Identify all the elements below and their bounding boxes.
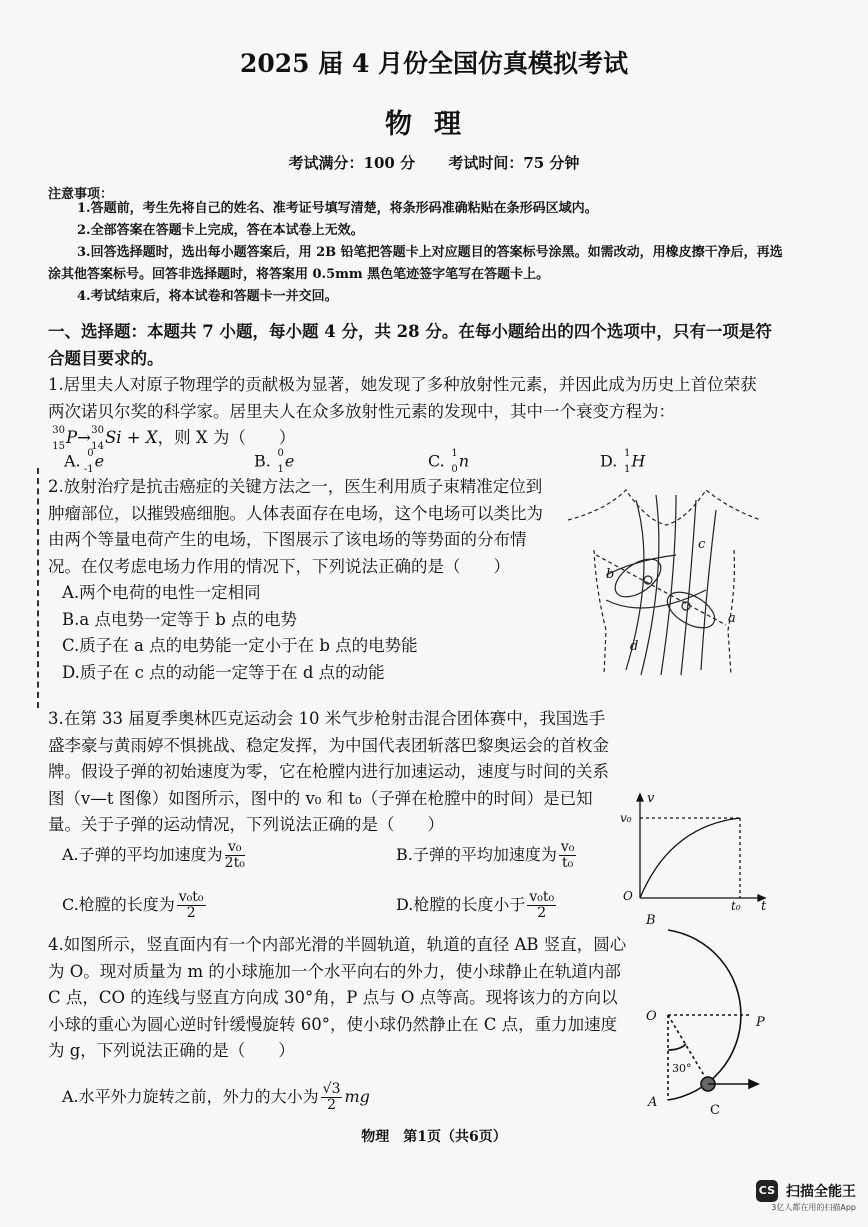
exam-title: 2025 届 4 月份全国仿真模拟考试 (239, 49, 629, 78)
q1-option-d: D. 1 1 H (600, 448, 646, 475)
q3-option-a: A.子弹的平均加速度为 $\frac{\text{v₀}}{\text{2t₀}}$ (62, 839, 245, 871)
point-d-label: d (630, 639, 639, 654)
point-B-label: B (646, 913, 656, 928)
point-C-label: C (710, 1103, 720, 1118)
watermark-name: 扫描全能王 (786, 1184, 856, 1200)
point-a-label: a (728, 611, 736, 626)
q1-option-b: B. 0 1 e (254, 448, 295, 475)
q2-option-b: B.a 点电势一定等于 b 点的电势 (62, 609, 298, 629)
question-1 (48, 372, 773, 452)
scanner-watermark (756, 1180, 856, 1213)
q4-option-a: A.水平外力旋转之前，外力的大小为 $\frac{√3}{2}$ mg (62, 1081, 370, 1113)
q2-option-c: C.质子在 a 点的电势能一定小于在 b 点的电势能 (62, 636, 418, 655)
notice-item: 3.回答选择题时，选出每小题答案后，用 2B 铅笔把答题卡上对应题目的答案标号涂黑。如需改动，用橡皮擦干净后，再选涂其他答案标号。回答非选择题时，将答案用 0.5mm 黑色笔迹签字笔写在答题卡上。 (48, 245, 783, 282)
t0-tick: t₀ (731, 899, 741, 913)
q2-option-a: A.两个电荷的电性一定相同 (62, 583, 261, 602)
page-footer: 物理 第1页（共6页） (361, 1129, 507, 1145)
q2-option-d: D.质子在 c 点的动能一定等于在 d 点的动能 (62, 662, 385, 682)
point-A-label: A (648, 1095, 658, 1110)
notice-item: 2.全部答案在答题卡上完成，答在本试卷上无效。 (77, 223, 364, 238)
q1-option-a: A. 0 -1 e (64, 448, 105, 475)
exam-meta (0, 152, 868, 173)
question-2 (48, 474, 551, 686)
q1-options (64, 449, 784, 475)
point-O-label: O (646, 1009, 657, 1024)
notice-heading: 注意事项： (48, 187, 114, 202)
subject-title: 物理 (385, 109, 483, 140)
exam-time: 考试时间：75 分钟 (448, 154, 580, 172)
q4-stem: 4.如图所示，竖直面内有一个内部光滑的半圆轨道，轨道的直径 AB 竖直，圆心为 O。现对质量为 m 的小球施加一个水平向右的外力，使小球静止在轨道内部 C 点，CO 的连线与竖直方向成 30°角，P 点与 O 点等高。现将该力的方向以小球的重心为圆心逆时针缓慢旋转 60°，使小球仍然静止在 C 点，重力加速度为 g，下列说法正确的是（ ） (48, 935, 627, 1060)
q1-option-c: C. 1 0 n (428, 448, 470, 475)
v-axis-label: v (647, 791, 655, 806)
notice-list (48, 198, 788, 308)
question-4 (48, 932, 628, 1065)
margin-dashed-line (37, 468, 39, 708)
q4-semicircle-figure (640, 910, 790, 1120)
point-b-label: b (606, 567, 615, 582)
t-axis-label: t (761, 899, 767, 914)
watermark-subtitle: 3亿人都在用的扫描App (771, 1203, 856, 1212)
q3-stem: 3.在第 33 届夏季奥林匹克运动会 10 米气步枪射击混合团体赛中，我国选手盛李豪与黄雨婷不惧挑战、稳定发挥，为中国代表团斩落巴黎奥运会的首枚金牌。假设子弹的初始速度为零，它在枪膛内进行加速运动，速度与时间的关系图（v—t 图像）如图所示，图中的 v₀ 和 t₀（子弹在枪膛中的时间）是已知量。关于子弹的运动情况，下列说法正确的是（ ） (48, 709, 609, 834)
point-P-label: P (756, 1015, 765, 1030)
section-heading: 一、选择题：本题共 7 小题，每小题 4 分，共 28 分。在每小题给出的四个选项中，只有一项是符合题目要求的。 (48, 322, 772, 368)
point-c-label: c (698, 537, 706, 552)
q2-equipotential-figure (566, 480, 766, 680)
camscanner-logo-icon: CS (756, 1180, 778, 1202)
exam-score: 考试满分：100 分 (288, 154, 416, 172)
q2-stem: 2.放射治疗是抗击癌症的关键方法之一，医生利用质子束精准定位到肿瘤部位，以摧毁癌细胞。人体表面存在电场，这个电场可以类比为由两个等量电荷产生的电场，下图展示了该电场的等势面的分布情况。在仅考虑电场力作用的情况下，下列说法正确的是（ ） (48, 477, 543, 576)
angle-label: 30° (672, 1062, 692, 1075)
q3-option-d: D.枪膛的长度小于 $\frac{\text{v₀t₀}}{2}$ (396, 889, 555, 921)
q1-stem: 1.居里夫人对原子物理学的贡献极为显著，她发现了多种放射性元素，并因此成为历史上首位荣获两次诺贝尔奖的科学家。居里夫人在众多放射性元素的发现中，其中一个衰变方程为： (48, 375, 757, 421)
notice-item: 1.答题前，考生先将自己的姓名、准考证号填写清楚，将条形码准确粘贴在条形码区域内。 (77, 201, 598, 216)
q1-equation: 30 15 P→ 30 14 Si + X，则 X 为（ ） (52, 424, 296, 452)
notice-item: 4.考试结束后，将本试卷和答题卡一并交回。 (77, 289, 338, 304)
q3-vt-graph (615, 786, 775, 916)
origin-label: O (623, 889, 633, 903)
v0-tick: v₀ (620, 811, 632, 825)
q3-option-b: B.子弹的平均加速度为 $\frac{\text{v₀}}{\text{t₀}}$ (396, 839, 575, 871)
q3-option-c: C.枪膛的长度为 $\frac{\text{v₀t₀}}{2}$ (62, 889, 204, 921)
